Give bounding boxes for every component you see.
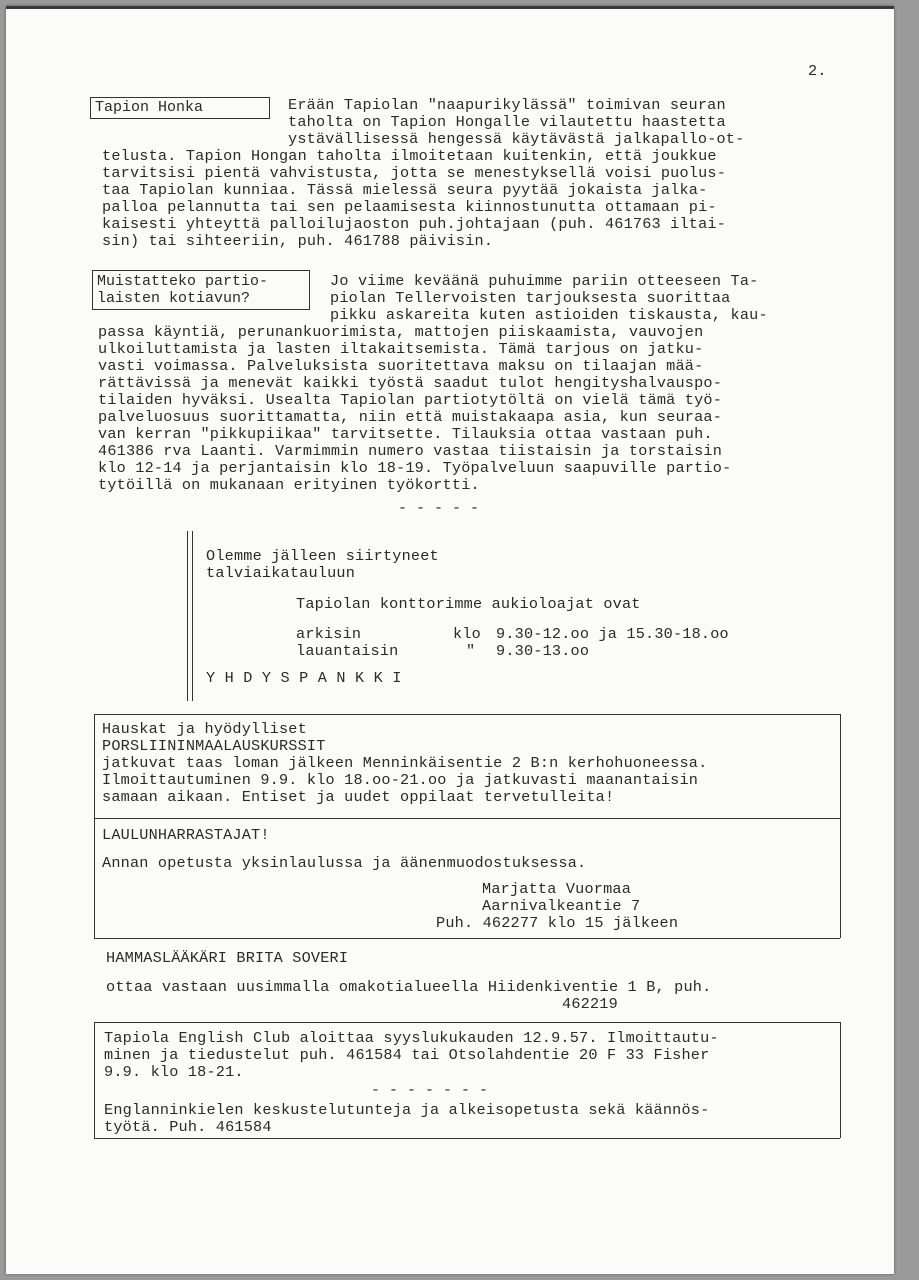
text-line: ulkoiluttamista ja lasten iltakaitsemista. Tämä tarjous on jatku- — [98, 340, 704, 358]
bank-prefix: klo — [453, 625, 481, 643]
text-line: tilaiden hyväksi. Usealta Tapiolan partiotytöltä on vielä tämä työ- — [98, 391, 723, 409]
text-line: palloa pelannutta tai sen pelaamisesta kiinnostunutta ottamaan pi- — [102, 198, 717, 216]
text-line: tarvitsisi pientä vahvistusta, jotta se menestyksellä voisi puolus- — [102, 164, 727, 182]
bank-heading: Tapiolan konttorimme aukioloajat ovat — [296, 595, 641, 613]
text-line: 461386 rva Laanti. Varmimmin numero vastaa tiistaisin ja torstaisin — [98, 442, 723, 460]
box-right-rule-2 — [840, 818, 841, 938]
bank-intro-line: talviaikatauluun — [206, 564, 356, 582]
dentist-phone: 462219 — [562, 995, 618, 1013]
text-line: ystävällisessä hengessä käytävästä jalkapallo-ot- — [288, 130, 745, 148]
top-edge — [6, 6, 894, 9]
text-line: Hauskat ja hyödylliset — [102, 720, 307, 738]
box-left-rule-2 — [94, 818, 95, 938]
text-line: samaan aikaan. Entiset ja uudet oppilaat tervetulleita! — [102, 788, 615, 806]
club-box-right-rule — [840, 1022, 841, 1138]
bank-day: lauantaisin — [296, 642, 399, 660]
text-line: tytöillä on mukanaan erityinen työkortti. — [98, 476, 480, 494]
separator: - - - - - — [398, 500, 480, 517]
text-line: rättävissä ja menevät kaikki työstä saadut tulot hengityshalvauspo- — [98, 374, 723, 392]
text-line: Ilmoittautuminen 9.9. klo 18.oo-21.oo ja jatkuvasti maanantaisin — [102, 771, 699, 789]
text-line: taholta on Tapion Hongalle vilautettu haastetta — [288, 113, 726, 131]
contact-phone: Puh. 462277 klo 15 jälkeen — [436, 914, 679, 932]
bank-hours: 9.30-12.oo ja 15.30-18.oo — [496, 625, 729, 643]
text-line: 9.9. klo 18-21. — [104, 1063, 244, 1081]
section-label-tapion-honka: Tapion Honka — [90, 97, 270, 119]
bank-day: arkisin — [296, 625, 362, 643]
dentist-text: ottaa vastaan uusimmalla omakotialueella Hiidenkiventie 1 B, puh. — [106, 978, 712, 996]
text-line: minen ja tiedustelut puh. 461584 tai Otsolahdentie 20 F 33 Fisher — [104, 1046, 710, 1064]
club-box-top-rule — [94, 1022, 840, 1023]
text-line: piolan Tellervoisten tarjouksesta suorittaa — [330, 289, 731, 307]
contact-address: Aarnivalkeantie 7 — [482, 897, 641, 915]
text-line: palveluosuus suorittamatta, niin että muistakaapa asia, kun seuraa- — [98, 408, 723, 426]
text-line: van kerran "pikkupiikaa" tarvitsette. Tilauksia ottaa vastaan puh. — [98, 425, 713, 443]
singing-text: Annan opetusta yksinlaulussa ja äänenmuodostuksessa. — [102, 854, 587, 872]
bank-prefix: " — [466, 642, 476, 660]
bank-hours: 9.30-13.oo — [496, 642, 590, 660]
section-label-kotiapu — [92, 270, 310, 310]
label-line: laisten kotiavun? — [97, 290, 251, 307]
text-line: työtä. Puh. 461584 — [104, 1118, 272, 1136]
text-line: Englanninkielen keskustelutunteja ja alkeisopetusta sekä käännös- — [104, 1101, 710, 1119]
bank-rule-left-2 — [192, 531, 193, 701]
text-line: Jo viime keväänä puhuimme pariin otteeseen Ta- — [330, 272, 759, 290]
text-line: Erään Tapiolan "naapurikylässä" toimivan seuran — [288, 96, 726, 114]
singing-title: LAULUNHARRASTAJAT! — [102, 826, 270, 844]
club-box-left-rule — [94, 1022, 95, 1138]
box-bottom-rule — [94, 938, 840, 939]
text-line: Tapiola English Club aloittaa syyslukukauden 12.9.57. Ilmoittautu- — [104, 1029, 719, 1047]
document-page — [6, 6, 894, 1274]
text-line: taa Tapiolan kunniaa. Tässä mielessä seura pyytää jokaista jalka- — [102, 181, 708, 199]
bank-name: Y H D Y S P A N K K I — [206, 669, 402, 687]
contact-name: Marjatta Vuormaa — [482, 880, 632, 898]
text-line: klo 12-14 ja perjantaisin klo 18-19. Työpalveluun saapuville partio- — [98, 459, 732, 477]
text-line: pikku askareita kuten astioiden tiskausta, kau- — [330, 306, 768, 324]
text-line: sin) tai sihteeriin, puh. 461788 päivisin. — [102, 232, 494, 250]
text-line: kaisesti yhteyttä palloilujaoston puh.johtajaan (puh. 461763 iltai- — [102, 215, 727, 233]
text-line: jatkuvat taas loman jälkeen Menninkäisentie 2 B:n kerhohuoneessa. — [102, 754, 708, 772]
bank-intro-line: Olemme jälleen siirtyneet — [206, 547, 439, 565]
text-line: vasti voimassa. Palveluksista suoritettava maksu on tilaajan mää- — [98, 357, 704, 375]
box-right-rule — [840, 714, 841, 818]
text-line: PORSLIININMAALAUSKURSSIT — [102, 737, 326, 755]
label-line: Muistatteko partio- — [97, 273, 269, 290]
box-top-rule — [94, 714, 840, 715]
club-box-bottom-rule — [94, 1138, 840, 1139]
text-line: telusta. Tapion Hongan taholta ilmoitetaan kuitenkin, että joukkue — [102, 147, 717, 165]
separator: - - - - - - - — [371, 1082, 489, 1099]
dentist-title: HAMMASLÄÄKÄRI BRITA SOVERI — [106, 949, 349, 967]
bank-rule-left — [187, 531, 188, 701]
box-left-rule — [94, 714, 95, 818]
page-number: 2. — [808, 62, 827, 80]
text-line: passa käyntiä, perunankuorimista, mattojen piiskaamista, vauvojen — [98, 323, 704, 341]
box-divider-rule — [94, 818, 840, 819]
